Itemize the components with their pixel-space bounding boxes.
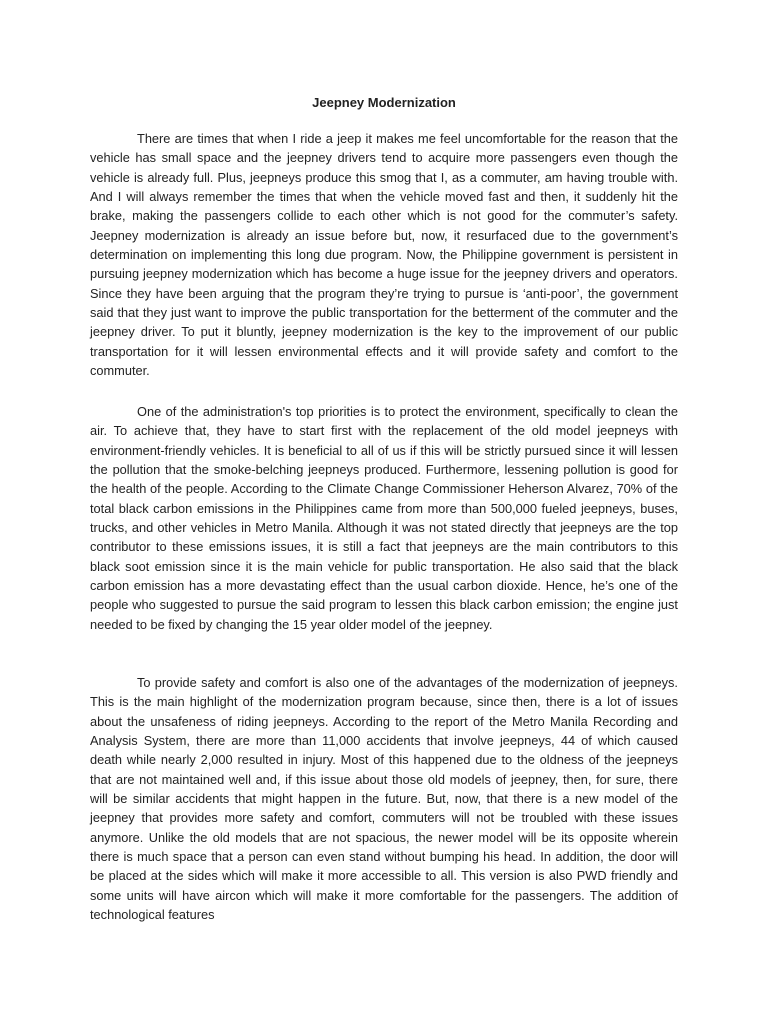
paragraph-safety: To provide safety and comfort is also one of the advantages of the modernization of jeepneys. This is the main highlight of the modernization program because, since then, there is a lot of issues about the unsafeness of riding jeepneys. According to the report of the Metro Manila Recording and Analysis System, there are more than 11,000 accidents that involve jeepneys, 44 of which caused death while nearly 2,000 resulted in injury. Most of this happened due to the oldness of the jeepneys that are not maintained well and, if this issue about those old models of jeepney, then, for sure, there will be similar accidents that might happen in the future. But, now, that there is a new model of the jeepney that provides more safety and comfort, commuters will not be troubled with these issues anymore. Unlike the old models that are not spacious, the newer model will be its opposite wherein there is much space that a person can even stand without bumping his head. In addition, the door will be placed at the sides which will make it more accessible to all. This version is also PWD friendly and some units will have aircon which will make it more comfortable for the passengers. The addition of technological features	[90, 675, 678, 923]
paragraph-intro: There are times that when I ride a jeep it makes me feel uncomfortable for the reason that the vehicle has small space and the jeepney drivers tend to acquire more passengers even though the vehicle is already full. Plus, jeepneys produce this smog that I, as a commuter, am having trouble with. And I will always remember the times that when the vehicle moved fast and then, it suddenly hit the brake, making the passengers collide to each other which is not good for the commuter’s safety. Jeepney modernization is already an issue before but, now, it resurfaced due to the government’s determination on implementing this long due program. Now, the Philippine government is persistent in pursuing jeepney modernization which has become a huge issue for the jeepney drivers and operators. Since they have been arguing that the program they’re trying to pursue is ‘anti-poor’, the government said that they just want to improve the public transportation for the betterment of the commuter and the jeepney driver. To put it bluntly, jeepney modernization is the key to the improvement of our public transportation for it will lessen environmental effects and it will provide safety and comfort to the commuter.	[90, 131, 678, 379]
document-title: Jeepney Modernization	[312, 95, 456, 110]
paragraph-environment: One of the administration's top priorities is to protect the environment, specifically to clean the air. To achieve that, they have to start first with the replacement of the old model jeepneys with environment-friendly vehicles. It is beneficial to all of us if this will be strictly pursued since it will lessen the pollution that the smoke-belching jeepneys produced. Furthermore, lessening pollution is good for the health of the people. According to the Climate Change Commissioner Heherson Alvarez, 70% of the total black carbon emissions in the Philippines came from more than 500,000 fueled jeepneys, buses, trucks, and other vehicles in Metro Manila. Although it was not stated directly that jeepneys are the top contributor to these emissions issues, it is still a fact that jeepneys are the main contributors to this black soot emission since it is the main vehicle for public transportation. He also said that the black carbon emission has a more devastating effect than the usual carbon dioxide. Hence, he’s one of the people who suggested to pursue the said program to lessen this black carbon emission; the engine just needed to be fixed by changing the 15 year older model of the jeepney.	[90, 404, 678, 632]
